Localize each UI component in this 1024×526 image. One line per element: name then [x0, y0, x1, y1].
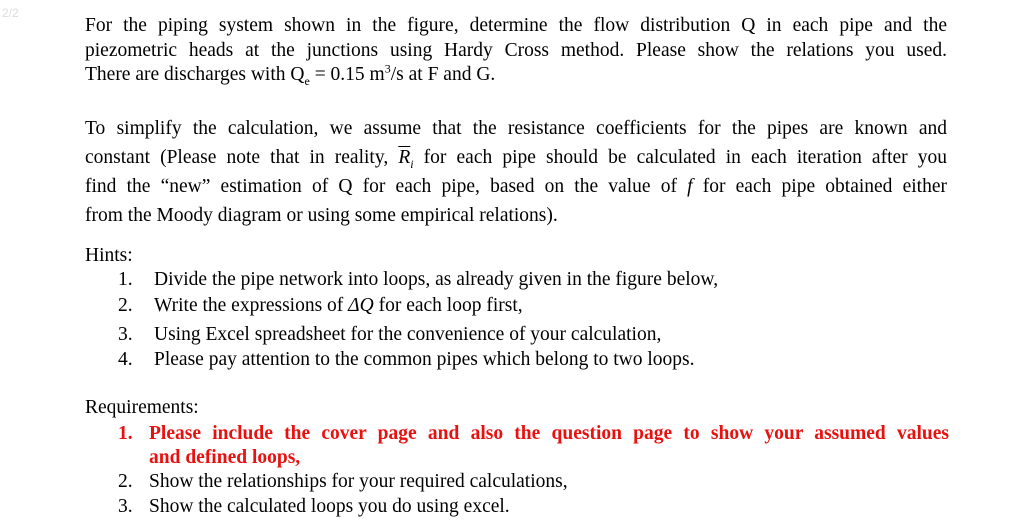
page-number-marker: 2/2 — [2, 6, 19, 20]
simplification-paragraph — [85, 114, 947, 230]
hints-heading: Hints: — [85, 245, 133, 266]
problem-line-2: piezometric heads at the junctions using Hardy Cross method. Please show the relations you used. — [85, 39, 947, 61]
requirement-item: 2. Show the relationships for your required calculations, — [118, 471, 568, 492]
friction-symbol: f — [687, 176, 693, 197]
simplification-line-3: find the “new” estimation of Q for each pipe, based on the value of f for each pipe obtained either — [85, 176, 947, 197]
requirement-item-highlighted: 1. Please include the cover page and also the question page to show your assumed values and defined loops, — [118, 423, 949, 468]
problem-line-1: For the piping system shown in the figure, determine the flow distribution Q in each pipe and the — [85, 15, 947, 36]
hint-item: 3. Using Excel spreadsheet for the convenience of your calculation, — [118, 324, 662, 345]
hint-item: 2. Write the expressions of ΔQ for each loop first, — [118, 295, 523, 316]
hint-item: 1. Divide the pipe network into loops, as already given in the figure below, — [118, 269, 719, 290]
hint-item: 4. Please pay attention to the common pipes which belong to two loops. — [118, 349, 695, 370]
simplification-line-2: constant (Please note that in reality, $\overline{R}_i$ for each pipe should be calculated in each iteration after you — [85, 147, 947, 171]
requirement-item: 3. Show the calculated loops you do using excel. — [118, 496, 510, 517]
simplification-line-1: To simplify the calculation, we assume that the resistance coefficients for the pipes are known and — [85, 118, 947, 139]
resistance-symbol: $\overline{R}$ — [398, 147, 411, 168]
problem-statement — [85, 14, 947, 88]
delta-q-symbol: ΔQ — [348, 295, 374, 316]
simplification-line-4: from the Moody diagram or using some empirical relations). — [85, 205, 558, 226]
requirements-heading: Requirements: — [85, 397, 199, 418]
problem-line-3: There are discharges with $Q_e = 0.15$ $m^3/s$ at F and G. — [85, 61, 496, 88]
